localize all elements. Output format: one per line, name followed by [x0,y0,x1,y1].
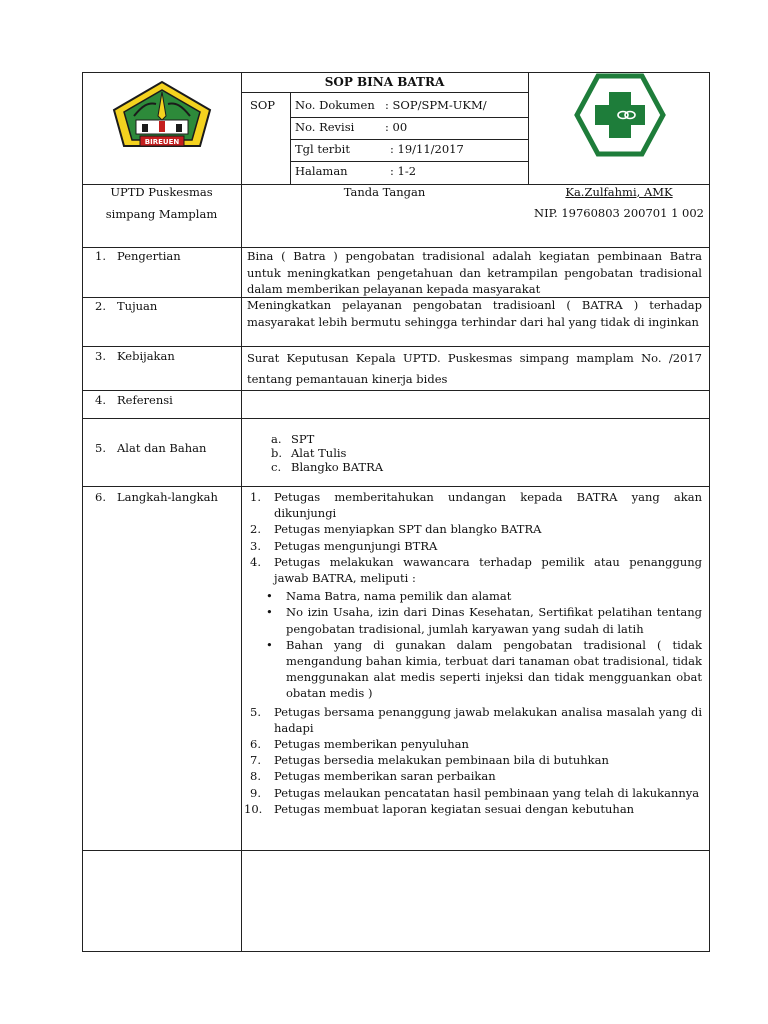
step-number: 8. [250,769,261,784]
step-number: 1. [250,490,261,504]
step-text: Petugas membuat laporan kegiatan sesuai dengan kebutuhan [274,801,635,816]
list-item [242,785,702,801]
step-number: 4. [250,554,261,569]
list-item [242,554,702,702]
item-letter: b. [271,446,283,460]
pengertian-text: Bina ( Batra ) pengobatan tradisional adalah kegiatan pembinaan Batra untuk meningkatkan pengetahuan dan ketrampilan pengobatan tradisional dalam memberikan pelayanan kepada masyarakat [247,249,702,296]
dokumen-value: : SOP/SPM-UKM/ [385,98,487,112]
bullet-icon: • [266,589,273,604]
document-title: SOP BINA BATRA [324,75,445,89]
divider [241,92,528,93]
logo-caption: BIREUEN [144,138,180,146]
list-item [242,604,702,636]
signer-nip: NIP. 19760803 200701 1 002 [534,206,704,220]
divider [528,72,529,184]
tujuan-text: Meningkatkan pelayanan pengobatan tradisioanl ( BATRA ) terhadap masyarakat lebih bermutu sehingga terhindar dari hal yang tidak di inginkan [247,298,702,329]
section-label: Referensi [117,393,173,407]
bullet-text: No izin Usaha, izin dari Dinas Kesehatan, Sertifikat pelatihan tentang pengobatan tradisional, jumlah karyawan yang sudah di latih [286,605,702,636]
section-label: Alat dan Bahan [117,441,207,455]
halaman-value: : 1-2 [390,164,417,178]
step-number: 6. [250,737,261,752]
divider [82,418,710,419]
step-number: 10. [244,801,263,816]
signer-name: Ka.Zulfahmi, AMK [565,185,673,199]
alat-list [241,432,541,474]
halaman-label: Halaman [295,164,348,178]
step-number: 3. [250,538,261,553]
section-number: 4. [95,393,106,407]
list-item [241,460,541,474]
divider [82,390,710,391]
item-letter: c. [271,460,282,474]
divider [290,139,528,140]
item-text: Blangko BATRA [291,460,384,474]
divider [290,117,528,118]
list-item [242,768,702,784]
sop-label: SOP [250,98,276,112]
list-item [242,588,702,604]
list-item [241,446,541,460]
step-number: 9. [250,785,261,800]
steps-list [242,489,702,817]
sop-document [82,72,710,952]
terbit-label: Tgl terbit [295,142,350,156]
terbit-value: : 19/11/2017 [390,142,464,156]
step-text: Petugas bersama penanggung jawab melakukan analisa masalah yang di hadapi [274,704,702,735]
list-item [242,538,702,554]
bullet-icon: • [266,605,273,620]
org-name-line2: simpang Mamplam [105,207,218,221]
step-number: 2. [250,522,261,537]
list-item [242,489,702,521]
list-item [242,521,702,537]
step-text: Petugas melakukan wawancara terhadap pemilik atau penanggung jawab BATRA, meliputi : [274,554,702,586]
bullet-text: Nama Batra, nama pemilik dan alamat [286,589,512,604]
item-text: Alat Tulis [291,446,347,460]
list-item [242,637,702,702]
divider [290,161,528,162]
list-item [242,736,702,752]
sub-list [242,588,702,701]
step-text: Petugas menyiapkan SPT dan blangko BATRA [274,522,542,537]
divider [290,92,291,184]
divider [82,486,710,487]
divider [82,346,710,347]
step-text: Petugas mengunjungi BTRA [274,538,438,553]
list-item [241,432,541,446]
step-number: 5. [250,704,261,719]
bullet-icon: • [266,637,273,652]
section-label: Tujuan [117,299,158,313]
item-letter: a. [271,432,282,446]
section-label: Pengertian [117,249,181,263]
bullet-text: Bahan yang di gunakan dalam pengobatan tradisional ( tidak mengandung bahan kimia, terbuat dari tanaman obat tradisional, tidak menggunakan alat medis seperti injeksi dan tidak mengguankan obat obatan medis ) [286,637,702,701]
section-label: Langkah-langkah [117,490,218,504]
step-number: 7. [250,753,261,768]
revisi-label: No. Revisi [295,120,355,134]
section-number: 5. [95,441,106,455]
dokumen-label: No. Dokumen [295,98,375,112]
puskesmas-logo [573,72,667,158]
signature-label: Tanda Tangan [343,185,426,199]
revisi-value: : 00 [385,120,408,134]
section-label: Kebijakan [117,349,175,363]
org-name-line1: UPTD Puskesmas [110,185,213,199]
step-text: Petugas bersedia melakukan pembinaan bila di butuhkan [274,753,609,768]
item-text: SPT [291,432,315,446]
langkah-steps [242,489,702,817]
divider [82,850,710,851]
bireuen-logo [112,80,212,152]
step-text: Petugas melaukan pencatatan hasil pembinaan yang telah di lakukannya [274,785,700,800]
section-number: 1. [95,249,106,263]
section-number: 6. [95,490,106,504]
section-number: 3. [95,349,106,363]
list-item [242,704,702,736]
step-text: Petugas memberikan saran perbaikan [274,769,496,784]
list-item [242,752,702,768]
step-text: Petugas memberitahukan undangan kepada BATRA yang akan dikunjungi [274,490,702,521]
section-number: 2. [95,299,106,313]
step-text: Petugas memberikan penyuluhan [274,737,469,752]
kebijakan-text: Surat Keputusan Kepala UPTD. Puskesmas simpang mamplam No. /2017 tentang pemantauan kinerja bides [247,351,702,386]
list-item [242,801,702,817]
